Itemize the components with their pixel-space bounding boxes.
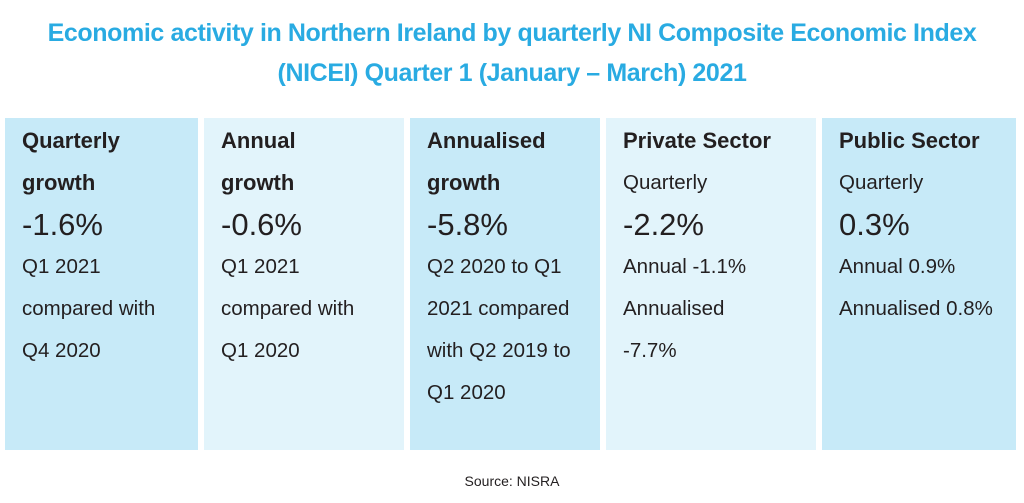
panel-detail-line: Q1 2020: [221, 339, 300, 362]
panel-heading-line: growth: [427, 170, 501, 195]
panel-heading-line: Annualised: [427, 128, 546, 153]
panel-detail-line: Annual 0.9%: [839, 255, 956, 278]
panel-detail-line: Q2 2020 to Q1: [427, 255, 562, 278]
panel-heading-line: Quarterly: [22, 128, 120, 153]
page-title-line-2: (NICEI) Quarter 1 (January – March) 2021: [277, 59, 747, 87]
panel-quarterly-growth: [5, 118, 198, 450]
panel-annualised-growth: [410, 118, 600, 450]
panel-detail-line: -7.7%: [623, 339, 677, 362]
panel-private-sector: [606, 118, 816, 450]
panel-public-sector: [822, 118, 1016, 450]
page-title-line-1: Economic activity in Northern Ireland by quarterly NI Composite Economic Index: [47, 19, 977, 47]
panel-detail-line: Q1 2021: [22, 255, 101, 278]
headline-figure: -1.6%: [22, 207, 103, 242]
panel-detail-line: Q1 2021: [221, 255, 300, 278]
summary-panels: [5, 118, 1016, 450]
panel-heading-line: Public Sector: [839, 128, 980, 153]
panel-detail-line: Annual -1.1%: [623, 255, 747, 278]
panel-detail-line: compared with: [221, 297, 355, 320]
page-title: [0, 13, 1024, 93]
panel-detail-line: Quarterly: [839, 171, 924, 194]
source-note: Source: NISRA: [464, 473, 560, 489]
panel-heading-line: growth: [22, 170, 96, 195]
panel-heading-line: Annual: [221, 128, 296, 153]
panel-detail-line: Annualised: [623, 297, 725, 320]
panel-detail-line: Q4 2020: [22, 339, 101, 362]
panel-detail-line: 2021 compared: [427, 297, 570, 320]
panel-detail-line: compared with: [22, 297, 156, 320]
panel-detail-line: Q1 2020: [427, 381, 506, 404]
panel-heading-line: Private Sector: [623, 128, 771, 153]
panel-annual-growth: [204, 118, 404, 450]
headline-figure: -5.8%: [427, 207, 508, 242]
headline-figure: -2.2%: [623, 207, 704, 242]
panel-detail-line: Annualised 0.8%: [839, 297, 993, 320]
panel-heading-line: growth: [221, 170, 295, 195]
headline-figure: 0.3%: [839, 207, 910, 242]
headline-figure: -0.6%: [221, 207, 302, 242]
panel-detail-line: with Q2 2019 to: [427, 339, 571, 362]
panel-detail-line: Quarterly: [623, 171, 708, 194]
